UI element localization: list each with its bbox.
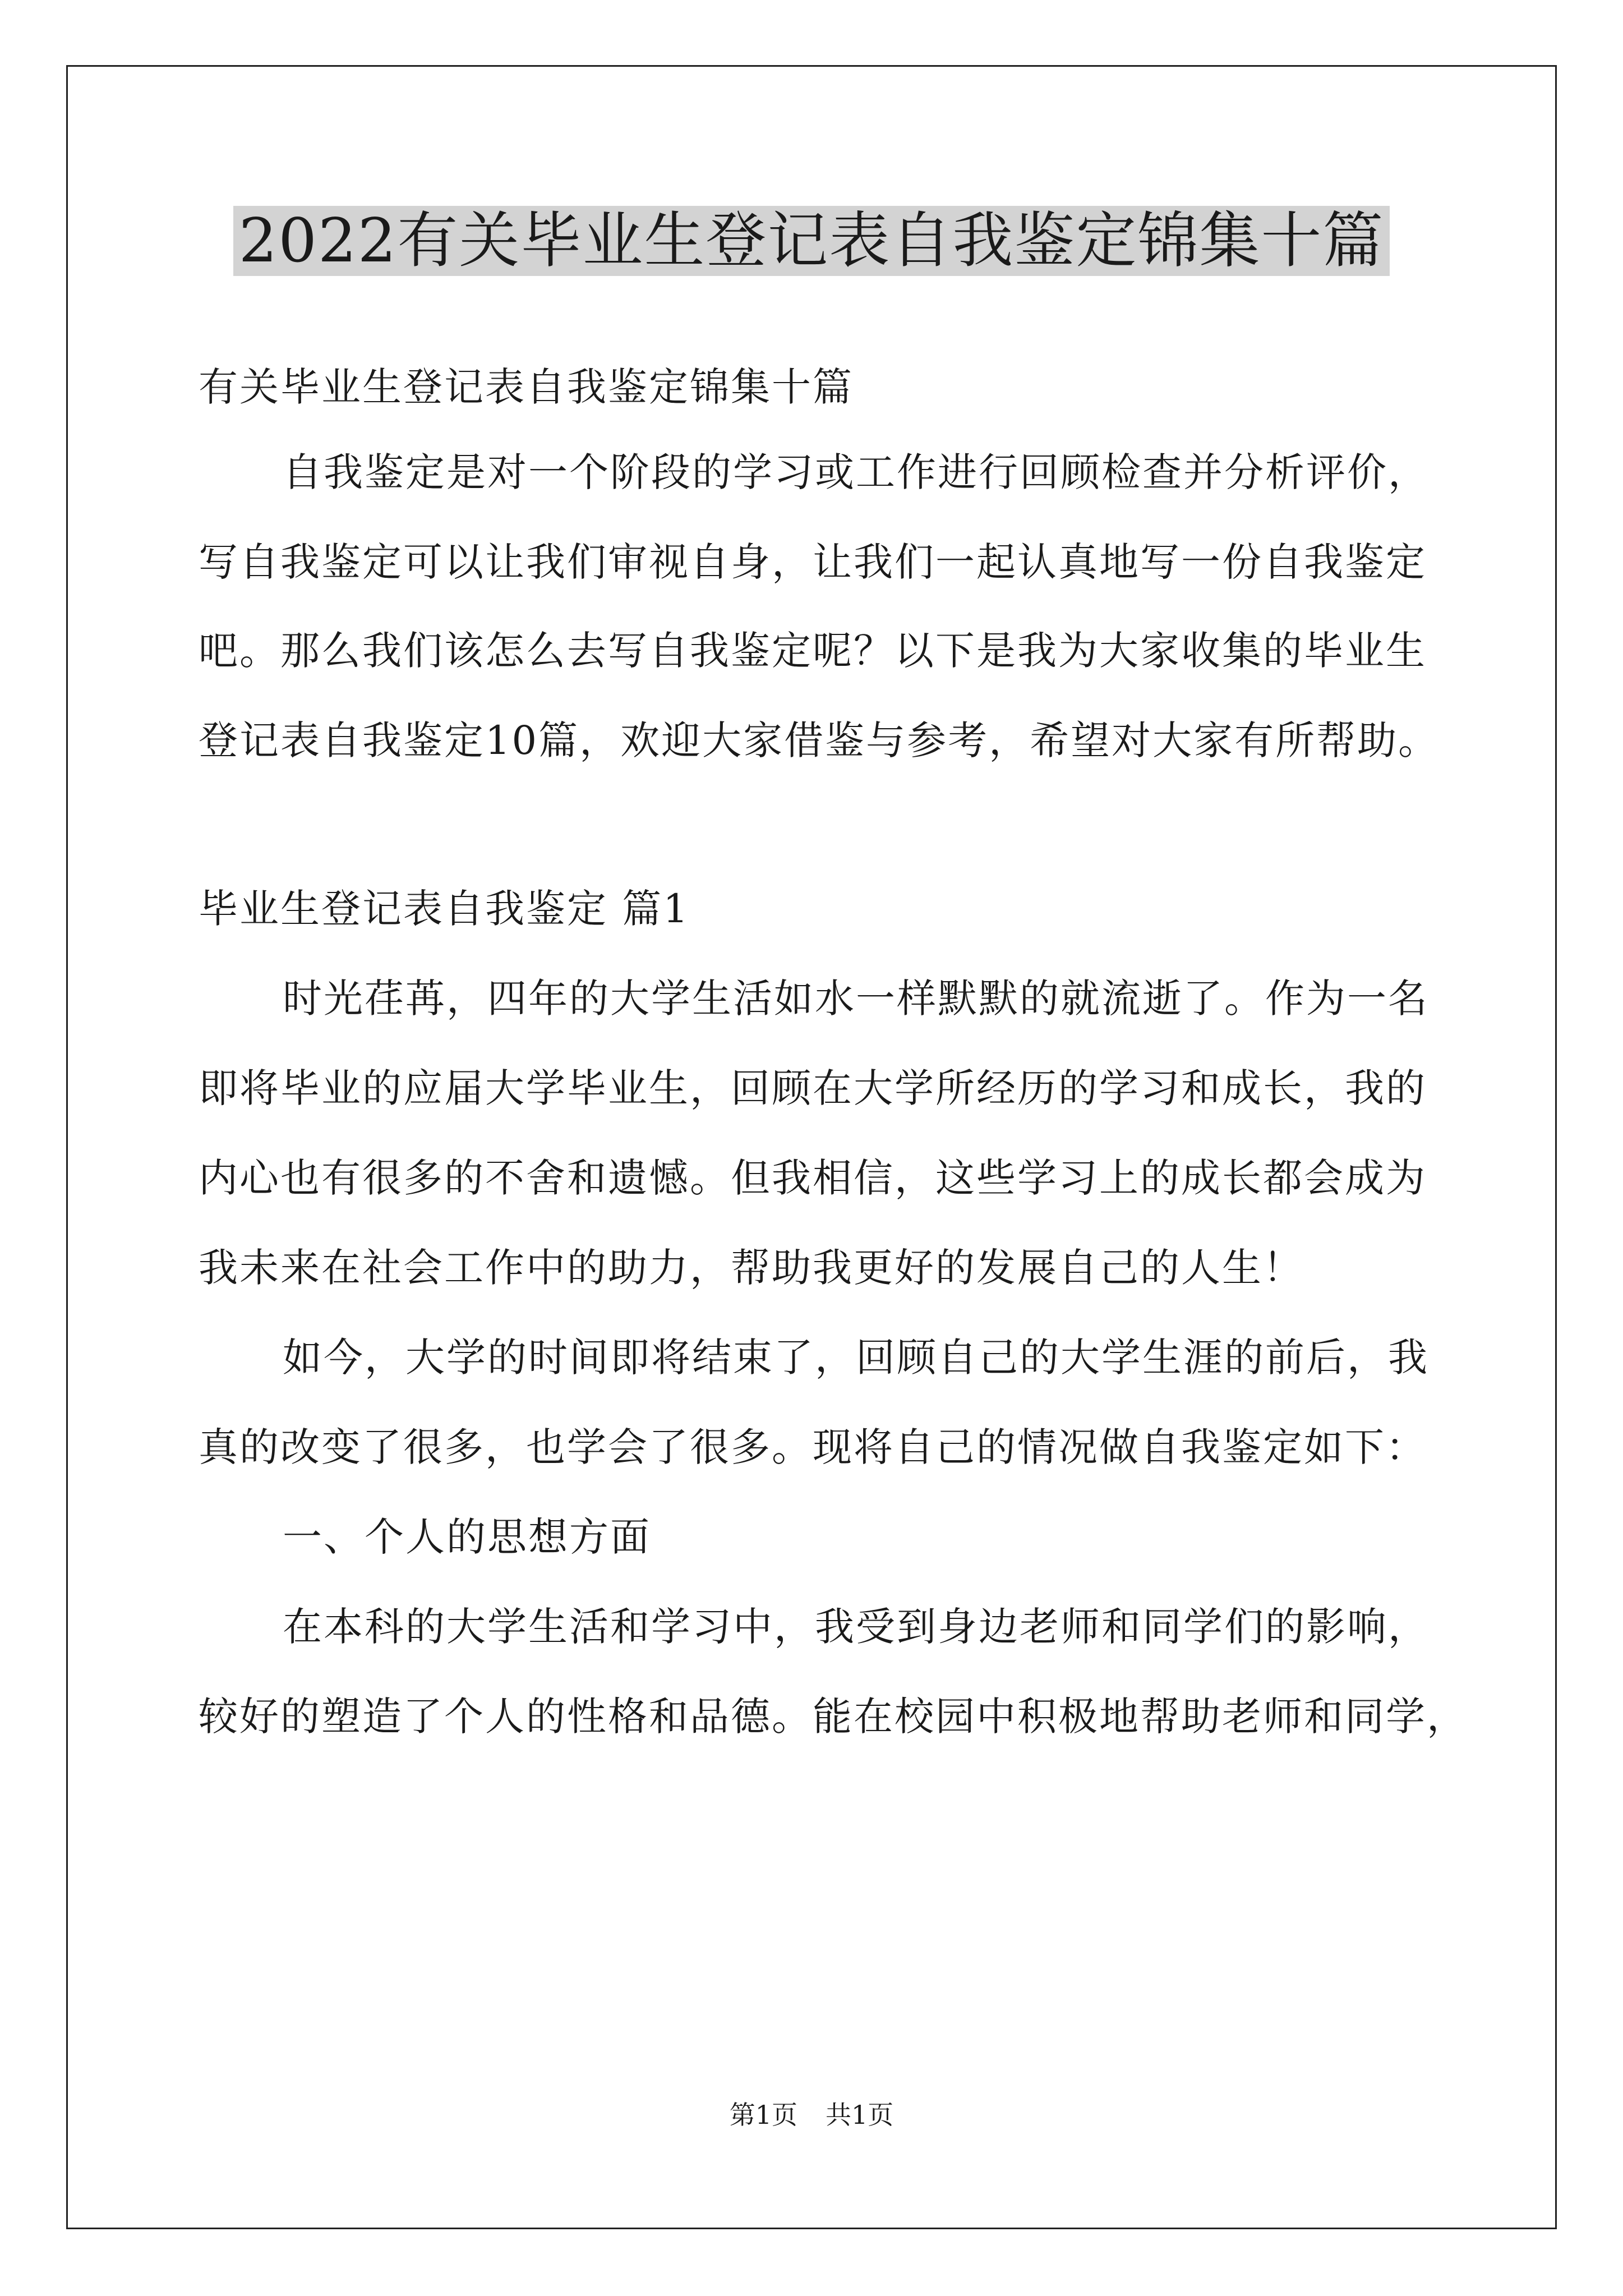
document-subtitle: 有关毕业生登记表自我鉴定锦集十篇 xyxy=(199,364,854,410)
intro-line-3: 吧。那么我们该怎么去写自我鉴定呢？以下是我为大家收集的毕业生 xyxy=(199,628,1427,674)
body-line-1: 时光荏苒，四年的大学生活如水一样默默的就流逝了。作为一名 xyxy=(283,976,1429,1022)
body-line-3: 内心也有很多的不舍和遗憾。但我相信，这些学习上的成长都会成为 xyxy=(199,1155,1427,1201)
page-total: 共1页 xyxy=(826,2100,894,2130)
body-line-2: 即将毕业的应届大学毕业生，回顾在大学所经历的学习和成长，我的 xyxy=(199,1065,1427,1111)
body-line-9: 较好的塑造了个人的性格和品德。能在校园中积极地帮助老师和同学， xyxy=(199,1694,1468,1740)
body-line-5: 如今，大学的时间即将结束了，回顾自己的大学生涯的前后，我 xyxy=(283,1335,1429,1381)
document-title xyxy=(0,202,1623,280)
intro-line-4: 登记表自我鉴定10篇，欢迎大家借鉴与参考，希望对大家有所帮助。 xyxy=(199,717,1440,763)
intro-line-1: 自我鉴定是对一个阶段的学习或工作进行回顾检查并分析评价， xyxy=(283,449,1429,495)
document-title-text: 2022有关毕业生登记表自我鉴定锦集十篇 xyxy=(233,206,1390,276)
body-line-7: 一、个人的思想方面 xyxy=(283,1514,651,1560)
body-line-6: 真的改变了很多，也学会了很多。现将自己的情况做自我鉴定如下： xyxy=(199,1424,1427,1470)
section-heading: 毕业生登记表自我鉴定 篇1 xyxy=(199,886,690,932)
page-footer xyxy=(0,2098,1623,2132)
intro-line-2: 写自我鉴定可以让我们审视自身，让我们一起认真地写一份自我鉴定 xyxy=(199,539,1427,585)
page-number: 第1页 xyxy=(729,2100,797,2130)
body-line-4: 我未来在社会工作中的助力，帮助我更好的发展自己的人生！ xyxy=(199,1245,1304,1291)
body-line-8: 在本科的大学生活和学习中，我受到身边老师和同学们的影响， xyxy=(283,1604,1429,1650)
